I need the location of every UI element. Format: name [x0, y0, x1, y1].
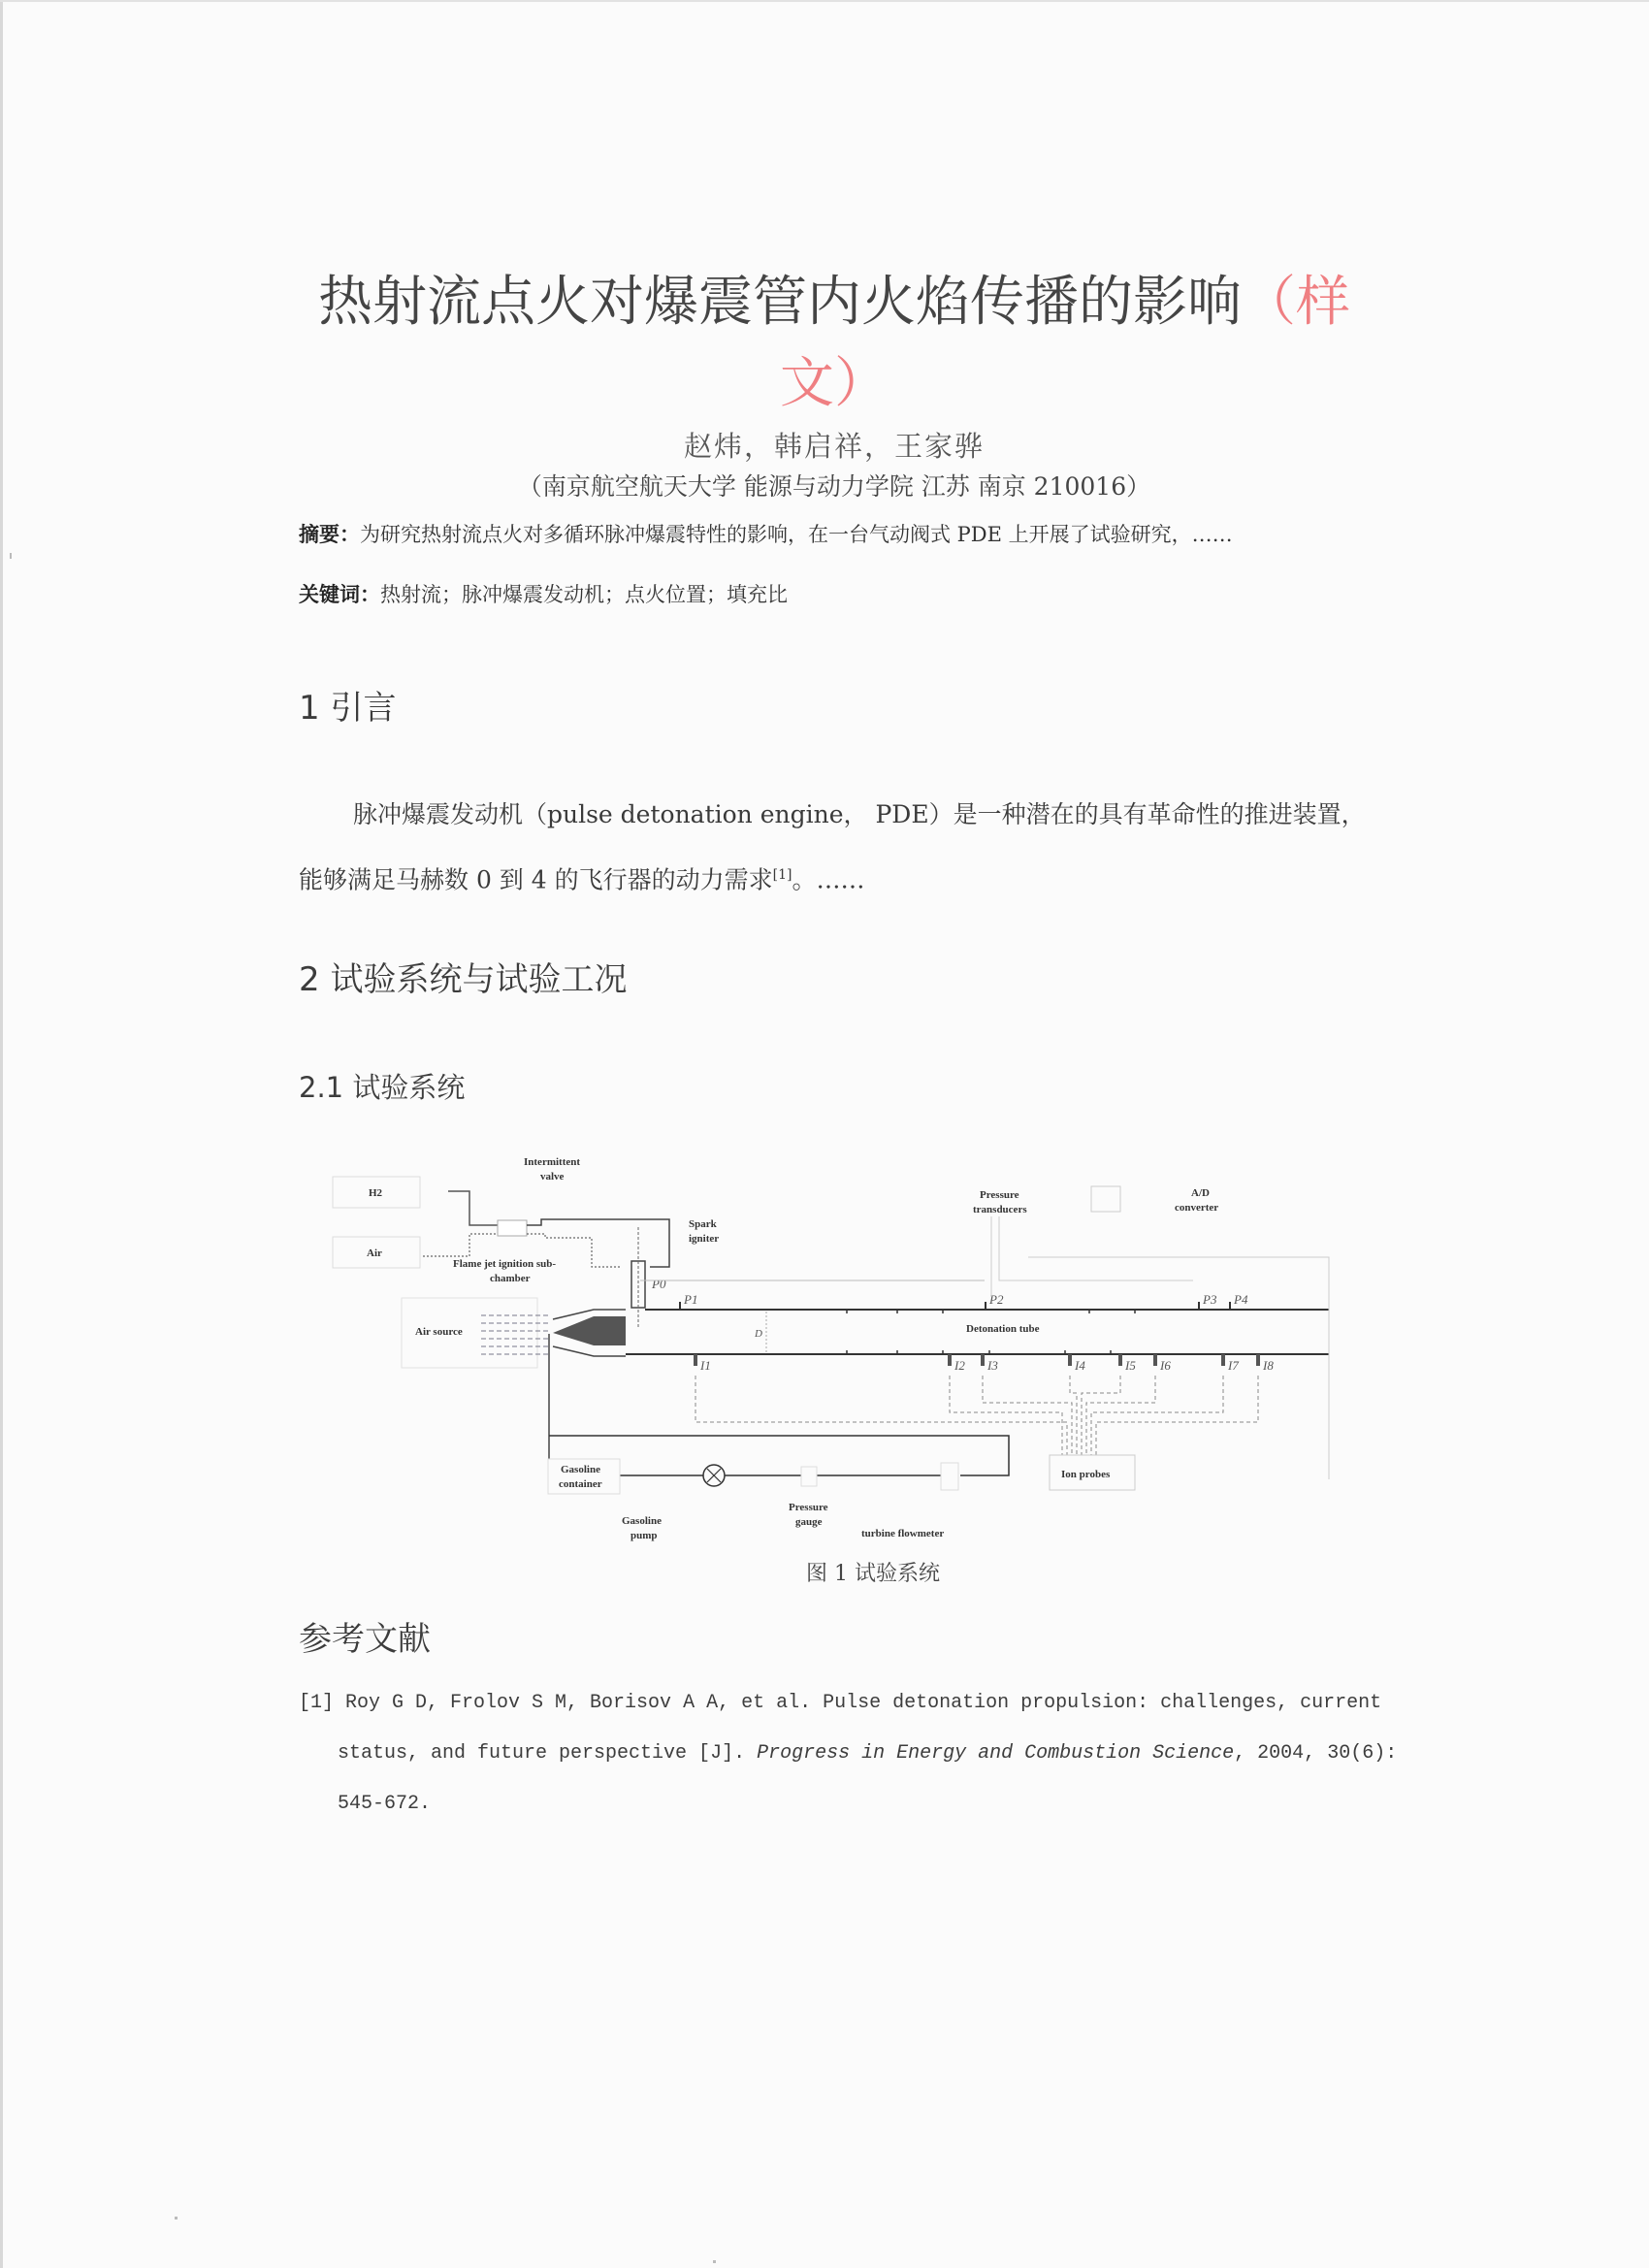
intro-paragraph	[299, 784, 1375, 910]
spark-igniter-label-2: igniter	[689, 1233, 720, 1245]
pressure-sensor-marks	[680, 1302, 1230, 1310]
reference-item	[299, 1678, 1398, 1830]
ref1-line-1: [1] Roy G D, Frolov S M, Borisov A A, et al. Pulse detonation propulsion: challenges, current	[299, 1692, 1382, 1714]
test-system-diagram	[320, 1150, 1368, 1547]
ion-probe-marks	[694, 1354, 1260, 1366]
pressure-transducers-label-1: Pressure	[980, 1189, 1019, 1201]
ref1-title-end: status, and future perspective [J].	[338, 1742, 758, 1765]
abstract	[299, 519, 1375, 548]
p0-label: P0	[652, 1277, 666, 1291]
scan-speck	[175, 2217, 178, 2219]
pressure-gauge-label-2: gauge	[795, 1516, 823, 1528]
scan-edge	[0, 0, 3, 2268]
ad-converter-label-1: A/D	[1191, 1187, 1210, 1199]
title-main: 热射流点火对爆震管内火焰传播的影响	[318, 271, 1242, 334]
i1-label: I1	[700, 1358, 711, 1373]
keywords	[299, 579, 1375, 608]
references-heading: 参考文献	[299, 1620, 431, 1659]
intro-line-2-end: 。……	[792, 865, 865, 894]
pressure-transducers-label-2: transducers	[973, 1204, 1027, 1215]
intro-line-1: 脉冲爆震发动机（pulse detonation engine， PDE）是一种潜在的具有革命性的推进装置，	[353, 800, 1366, 828]
title-sample-tag: （样	[1242, 271, 1350, 334]
intermittent-valve	[498, 1220, 527, 1236]
turbine-flowmeter-label: turbine flowmeter	[861, 1528, 945, 1539]
i4-label: I4	[1075, 1358, 1085, 1373]
i5-label: I5	[1125, 1358, 1136, 1373]
section-heading-intro: 1 引言	[299, 689, 397, 728]
subsection-heading-test-system: 2.1 试验系统	[299, 1071, 466, 1104]
keywords-label: 关键词：	[299, 582, 380, 606]
citation-1[interactable]: [1]	[772, 867, 792, 883]
h2-line	[448, 1191, 498, 1225]
inlet-wall-bottom	[553, 1346, 626, 1356]
ion-probe-wires	[695, 1376, 1258, 1455]
gasoline-pump-label-2: pump	[630, 1530, 658, 1541]
ad-converter-label-2: converter	[1175, 1202, 1219, 1214]
gasoline-container-label-2: container	[559, 1478, 602, 1490]
p3-label: P3	[1203, 1292, 1217, 1307]
pressure-gauge-box	[801, 1467, 817, 1486]
ref1-volume: , 2004, 30(6):	[1234, 1742, 1398, 1765]
paper-title	[291, 262, 1377, 425]
i3-label: I3	[987, 1358, 998, 1373]
air-source-label: Air source	[415, 1326, 463, 1338]
intermittent-valve-label-1: Intermittent	[524, 1156, 581, 1168]
keywords-text: 热射流；脉冲爆震发动机；点火位置；填充比	[380, 583, 788, 606]
ion-probes-label: Ion probes	[1061, 1469, 1111, 1480]
gasoline-pump-label-1: Gasoline	[622, 1515, 662, 1527]
intro-line-2: 能够满足马赫数 0 到 4 的飞行器的动力需求	[299, 865, 773, 894]
ref1-journal: Progress in Energy and Combustion Science	[757, 1742, 1235, 1765]
pressure-gauge-label-1: Pressure	[789, 1502, 828, 1513]
scan-speck	[713, 2260, 716, 2263]
scan-edge-top	[0, 0, 1649, 2]
air-inflow-arrows	[481, 1315, 548, 1354]
h2-label: H2	[369, 1187, 383, 1199]
i7-label: I7	[1228, 1358, 1239, 1373]
i2-label: I2	[954, 1358, 965, 1373]
flame-jet-label-2: chamber	[490, 1273, 531, 1284]
flame-jet-label-1: Flame jet ignition sub-	[453, 1258, 557, 1270]
diameter-label: D	[755, 1328, 762, 1340]
center-cone	[553, 1316, 626, 1345]
air-line	[423, 1234, 498, 1256]
detonation-tube-label: Detonation tube	[966, 1323, 1040, 1335]
ref1-line-3: 545-672.	[338, 1793, 432, 1815]
ref1-line-2	[299, 1729, 1398, 1779]
figure-caption: 图 1 试验系统	[806, 1562, 940, 1586]
abstract-label: 摘要：	[299, 522, 360, 546]
intermittent-valve-label-2: valve	[540, 1171, 565, 1183]
spark-igniter-label-1: Spark	[689, 1218, 717, 1230]
abstract-text: 为研究热射流点火对多循环脉冲爆震特性的影响，在一台气动阀式 PDE 上开展了试验研究，……	[360, 523, 1233, 546]
authors: 赵炜，韩启祥，王家骅	[683, 430, 985, 463]
p1-label: P1	[684, 1292, 698, 1307]
gasoline-container-label-1: Gasoline	[561, 1464, 600, 1475]
title-sample-tag-cont: 文）	[780, 352, 889, 415]
air-label: Air	[367, 1247, 382, 1259]
affiliation: （南京航空航天大学 能源与动力学院 江苏 南京 210016）	[517, 472, 1151, 501]
i8-label: I8	[1263, 1358, 1274, 1373]
p4-label: P4	[1234, 1292, 1248, 1307]
ad-box	[1091, 1186, 1120, 1212]
scan-speck	[10, 553, 12, 559]
turbine-flowmeter-box	[941, 1463, 958, 1490]
section-heading-test-system: 2 试验系统与试验工况	[299, 960, 628, 999]
p2-label: P2	[989, 1292, 1004, 1307]
i6-label: I6	[1160, 1358, 1171, 1373]
